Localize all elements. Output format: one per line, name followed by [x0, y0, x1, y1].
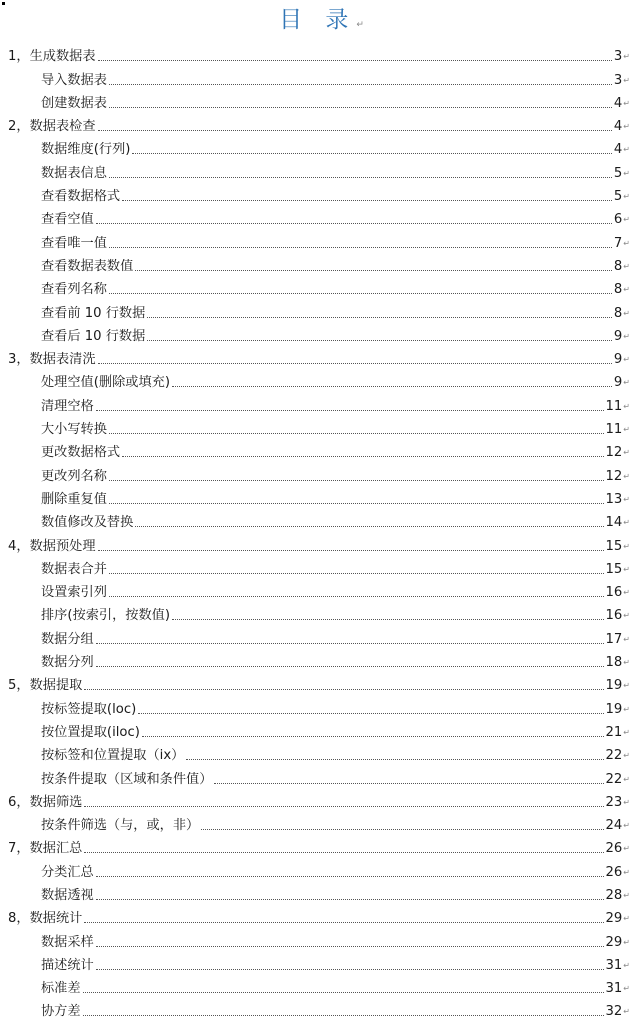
- title-text: 目 录: [279, 7, 357, 33]
- toc-section-entry[interactable]: [8, 252, 630, 275]
- toc-page-number: 17: [605, 631, 623, 647]
- toc-page-number: 3: [613, 72, 623, 88]
- paragraph-mark-icon: ↵: [623, 494, 630, 504]
- dot-leader: [109, 247, 612, 248]
- toc-page-number: 29: [605, 911, 623, 927]
- toc-page-number: 4: [613, 95, 623, 111]
- toc-section-entry[interactable]: [8, 65, 630, 88]
- toc-page-number: 12: [605, 468, 623, 484]
- toc-entry-title: 数据表信息: [41, 165, 107, 181]
- toc-entry-title: 8，数据统计: [8, 911, 83, 927]
- paragraph-mark-icon: ↵: [623, 751, 630, 761]
- paragraph-mark-icon: ↵: [623, 844, 630, 854]
- toc-section-entry[interactable]: [8, 182, 630, 205]
- dot-leader: [109, 480, 604, 481]
- toc-entry-title: 1，生成数据表: [8, 49, 96, 65]
- toc-page-number: 15: [605, 561, 623, 577]
- toc-chapter-entry[interactable]: [8, 345, 630, 368]
- toc-entry-title: 处理空值(删除或填充): [41, 375, 170, 391]
- dot-leader: [147, 317, 612, 318]
- toc-page-number: 26: [605, 841, 623, 857]
- toc-page-number: 23: [605, 794, 623, 810]
- toc-entry-title: 查看后 10 行数据: [41, 328, 146, 344]
- dot-leader: [83, 1015, 604, 1016]
- toc-entry-title: 排序(按索引，按数值): [41, 608, 170, 624]
- dot-leader: [98, 550, 604, 551]
- paragraph-mark-icon: ↵: [623, 285, 630, 295]
- toc-section-entry[interactable]: [8, 741, 630, 764]
- toc-chapter-entry[interactable]: [8, 531, 630, 554]
- toc-entry-title: 标准差: [41, 981, 81, 997]
- toc-entry-title: 数据分组: [41, 631, 94, 647]
- dot-leader: [96, 666, 604, 667]
- toc-section-entry[interactable]: [8, 508, 630, 531]
- dot-leader: [96, 643, 604, 644]
- toc-entry-title: 设置索引列: [41, 585, 107, 601]
- paragraph-mark-icon: ↵: [623, 611, 630, 621]
- toc-entry-title: 分类汇总: [41, 864, 94, 880]
- dot-leader: [98, 130, 612, 131]
- toc-page-number: 19: [605, 678, 623, 694]
- toc-entry-title: 4，数据预处理: [8, 538, 96, 554]
- toc-page-number: 19: [605, 701, 623, 717]
- toc-entry-title: 查看唯一值: [41, 235, 107, 251]
- toc-section-entry[interactable]: [8, 927, 630, 950]
- paragraph-mark-icon: ↵: [623, 658, 630, 668]
- toc-section-entry[interactable]: [8, 89, 630, 112]
- paragraph-mark-icon: ↵: [623, 518, 630, 528]
- dot-leader: [109, 107, 612, 108]
- dot-leader: [84, 689, 603, 690]
- paragraph-mark-icon: ↵: [623, 448, 630, 458]
- paragraph-mark-icon: ↵: [623, 355, 630, 365]
- dot-leader: [96, 876, 604, 877]
- dot-leader: [84, 922, 603, 923]
- dot-leader: [214, 783, 603, 784]
- toc-section-entry[interactable]: [8, 275, 630, 298]
- paragraph-mark-icon: ↵: [356, 20, 364, 30]
- dot-leader: [98, 363, 612, 364]
- paragraph-mark-icon: ↵: [623, 98, 630, 108]
- toc-chapter-entry[interactable]: [8, 42, 630, 65]
- toc-chapter-entry[interactable]: [8, 671, 630, 694]
- paragraph-mark-icon: ↵: [623, 541, 630, 551]
- toc-entry-title: 导入数据表: [41, 72, 107, 88]
- toc-chapter-entry[interactable]: [8, 904, 630, 927]
- toc-entry-title: 查看空值: [41, 212, 94, 228]
- toc-entry-title: 按条件提取（区域和条件值）: [41, 771, 213, 787]
- toc-entry-title: 创建数据表: [41, 95, 107, 111]
- paragraph-mark-icon: ↵: [623, 588, 630, 598]
- paragraph-mark-icon: ↵: [623, 215, 630, 225]
- paragraph-mark-icon: ↵: [623, 401, 630, 411]
- dot-leader: [135, 526, 603, 527]
- toc-section-entry[interactable]: [8, 461, 630, 484]
- toc-chapter-entry[interactable]: [8, 834, 630, 857]
- toc-section-entry[interactable]: [8, 555, 630, 578]
- toc-section-entry[interactable]: [8, 368, 630, 391]
- toc-entry-title: 清理空格: [41, 398, 94, 414]
- toc-page-number: 9: [613, 352, 623, 368]
- toc-section-entry[interactable]: [8, 718, 630, 741]
- dot-leader: [96, 946, 604, 947]
- toc-section-entry[interactable]: [8, 881, 630, 904]
- dot-leader: [96, 969, 604, 970]
- toc-entry-title: 按标签和位置提取（ix）: [41, 748, 185, 764]
- paragraph-mark-icon: ↵: [623, 168, 630, 178]
- toc-page-number: 14: [605, 515, 623, 531]
- toc-page-number: 5: [613, 189, 623, 205]
- dot-leader: [84, 852, 603, 853]
- toc-page-number: 24: [605, 818, 623, 834]
- toc-page-number: 12: [605, 445, 623, 461]
- paragraph-mark-icon: ↵: [623, 634, 630, 644]
- toc-page-number: 7: [613, 235, 623, 251]
- paragraph-mark-icon: ↵: [623, 52, 630, 62]
- toc-entry-title: 数据采样: [41, 934, 94, 950]
- toc-entry-title: 按标签提取(loc): [41, 701, 137, 717]
- toc-entry-title: 查看列名称: [41, 282, 107, 298]
- toc-page-number: 31: [605, 957, 623, 973]
- dot-leader: [109, 84, 612, 85]
- toc-entry-title: 6，数据筛选: [8, 794, 83, 810]
- toc-entry-title: 描述统计: [41, 957, 94, 973]
- toc-entry-title: 删除重复值: [41, 491, 107, 507]
- toc-section-entry[interactable]: [8, 601, 630, 624]
- dot-leader: [109, 293, 612, 294]
- dot-leader: [186, 759, 603, 760]
- toc-section-entry[interactable]: [8, 298, 630, 321]
- dot-leader: [122, 456, 603, 457]
- dot-leader: [83, 992, 604, 993]
- toc-section-entry[interactable]: [8, 322, 630, 345]
- dot-leader: [109, 596, 604, 597]
- dot-leader: [98, 60, 612, 61]
- toc-section-entry[interactable]: [8, 811, 630, 834]
- toc-section-entry[interactable]: [8, 648, 630, 671]
- toc-section-entry[interactable]: [8, 135, 630, 158]
- toc-entry-title: 5，数据提取: [8, 678, 83, 694]
- paragraph-mark-icon: ↵: [623, 774, 630, 784]
- toc-chapter-entry[interactable]: [8, 112, 630, 135]
- dot-leader: [142, 736, 604, 737]
- toc-page-number: 22: [605, 771, 623, 787]
- toc-page-number: 9: [613, 375, 623, 391]
- paragraph-mark-icon: ↵: [623, 122, 630, 132]
- toc-page-number: 22: [605, 748, 623, 764]
- toc-page-number: 15: [605, 538, 623, 554]
- paragraph-mark-icon: ↵: [623, 192, 630, 202]
- paragraph-mark-icon: ↵: [623, 261, 630, 271]
- paragraph-mark-icon: ↵: [623, 937, 630, 947]
- toc-page-number: 32: [605, 1004, 623, 1020]
- toc-entry-title: 查看数据格式: [41, 189, 121, 205]
- toc-page-number: 9: [613, 328, 623, 344]
- toc-entry-title: 3，数据表清洗: [8, 352, 96, 368]
- paragraph-mark-icon: ↵: [623, 727, 630, 737]
- toc-page-number: 11: [605, 398, 623, 414]
- dot-leader: [96, 223, 612, 224]
- toc-entry-title: 查看前 10 行数据: [41, 305, 146, 321]
- paragraph-mark-icon: ↵: [623, 821, 630, 831]
- paragraph-mark-icon: ↵: [623, 308, 630, 318]
- toc-page-number: 28: [605, 887, 623, 903]
- toc-page-number: 5: [613, 165, 623, 181]
- toc-section-entry[interactable]: [8, 694, 630, 717]
- toc-section-entry[interactable]: [8, 438, 630, 461]
- paragraph-mark-icon: ↵: [623, 331, 630, 341]
- dot-leader: [172, 386, 612, 387]
- toc-entry-title: 更改列名称: [41, 468, 107, 484]
- paragraph-mark-icon: ↵: [623, 471, 630, 481]
- dot-leader: [135, 270, 612, 271]
- toc-page-number: 18: [605, 655, 623, 671]
- toc-page-number: 8: [613, 258, 623, 274]
- toc-page-number: 31: [605, 981, 623, 997]
- toc-page-number: 6: [613, 212, 623, 228]
- toc-page-number: 21: [605, 724, 623, 740]
- paragraph-mark-icon: ↵: [623, 378, 630, 388]
- toc-page-number: 8: [613, 282, 623, 298]
- dot-leader: [138, 713, 603, 714]
- toc-page-number: 4: [613, 142, 623, 158]
- toc-page-number: 16: [605, 608, 623, 624]
- paragraph-mark-icon: ↵: [623, 960, 630, 970]
- toc-section-entry[interactable]: [8, 997, 630, 1020]
- toc-entry-title: 按条件筛选（与，或，非）: [41, 818, 200, 834]
- toc-entry-title: 数值修改及替换: [41, 515, 134, 531]
- paragraph-mark-icon: ↵: [623, 238, 630, 248]
- dot-leader: [109, 503, 604, 504]
- paragraph-mark-icon: ↵: [623, 890, 630, 900]
- toc-page-number: 4: [613, 119, 623, 135]
- toc-section-entry[interactable]: [8, 764, 630, 787]
- dot-leader: [147, 340, 612, 341]
- paragraph-mark-icon: ↵: [623, 1007, 630, 1017]
- toc-entry-title: 数据分列: [41, 655, 94, 671]
- dot-leader: [201, 829, 603, 830]
- toc-section-entry[interactable]: [8, 228, 630, 251]
- paragraph-mark-icon: ↵: [623, 867, 630, 877]
- toc-section-entry[interactable]: [8, 485, 630, 508]
- dot-leader: [172, 619, 604, 620]
- toc-entry-title: 协方差: [41, 1004, 81, 1020]
- paragraph-mark-icon: ↵: [623, 681, 630, 691]
- toc-entry-title: 按位置提取(iloc): [41, 724, 140, 740]
- paragraph-mark-icon: ↵: [623, 704, 630, 714]
- toc-page-number: 13: [605, 491, 623, 507]
- toc-entry-title: 2，数据表检查: [8, 119, 96, 135]
- dot-leader: [109, 573, 604, 574]
- toc-page-number: 29: [605, 934, 623, 950]
- paragraph-mark-icon: ↵: [623, 75, 630, 85]
- toc-page-number: 11: [605, 422, 623, 438]
- toc-entry-title: 数据透视: [41, 887, 94, 903]
- table-of-contents: [8, 42, 630, 1020]
- dot-leader: [96, 410, 604, 411]
- toc-section-entry[interactable]: [8, 578, 630, 601]
- paragraph-mark-icon: ↵: [623, 145, 630, 155]
- toc-section-entry[interactable]: [8, 391, 630, 414]
- paragraph-mark-icon: ↵: [623, 914, 630, 924]
- toc-entry-title: 7，数据汇总: [8, 841, 83, 857]
- dot-leader: [84, 806, 603, 807]
- dot-leader: [96, 899, 604, 900]
- toc-entry-title: 数据维度(行列): [41, 142, 131, 158]
- paragraph-mark-icon: ↵: [623, 425, 630, 435]
- toc-section-entry[interactable]: [8, 974, 630, 997]
- toc-page-number: 3: [613, 49, 623, 65]
- toc-entry-title: 查看数据表数值: [41, 258, 134, 274]
- toc-section-entry[interactable]: [8, 415, 630, 438]
- toc-section-entry[interactable]: [8, 158, 630, 181]
- toc-entry-title: 更改数据格式: [41, 445, 121, 461]
- toc-section-entry[interactable]: [8, 205, 630, 228]
- paragraph-mark-icon: ↵: [623, 564, 630, 574]
- toc-section-entry[interactable]: [8, 951, 630, 974]
- toc-entry-title: 大小写转换: [41, 422, 107, 438]
- toc-chapter-entry[interactable]: [8, 788, 630, 811]
- toc-section-entry[interactable]: [8, 624, 630, 647]
- toc-page-number: 16: [605, 585, 623, 601]
- toc-page-number: 8: [613, 305, 623, 321]
- toc-section-entry[interactable]: [8, 857, 630, 880]
- dot-leader: [132, 153, 611, 154]
- paragraph-mark-icon: ↵: [623, 797, 630, 807]
- toc-page-number: 26: [605, 864, 623, 880]
- page-title: [0, 4, 643, 41]
- toc-entry-title: 数据表合并: [41, 561, 107, 577]
- dot-leader: [109, 433, 604, 434]
- dot-leader: [109, 177, 612, 178]
- dot-leader: [122, 200, 612, 201]
- paragraph-mark-icon: ↵: [623, 984, 630, 994]
